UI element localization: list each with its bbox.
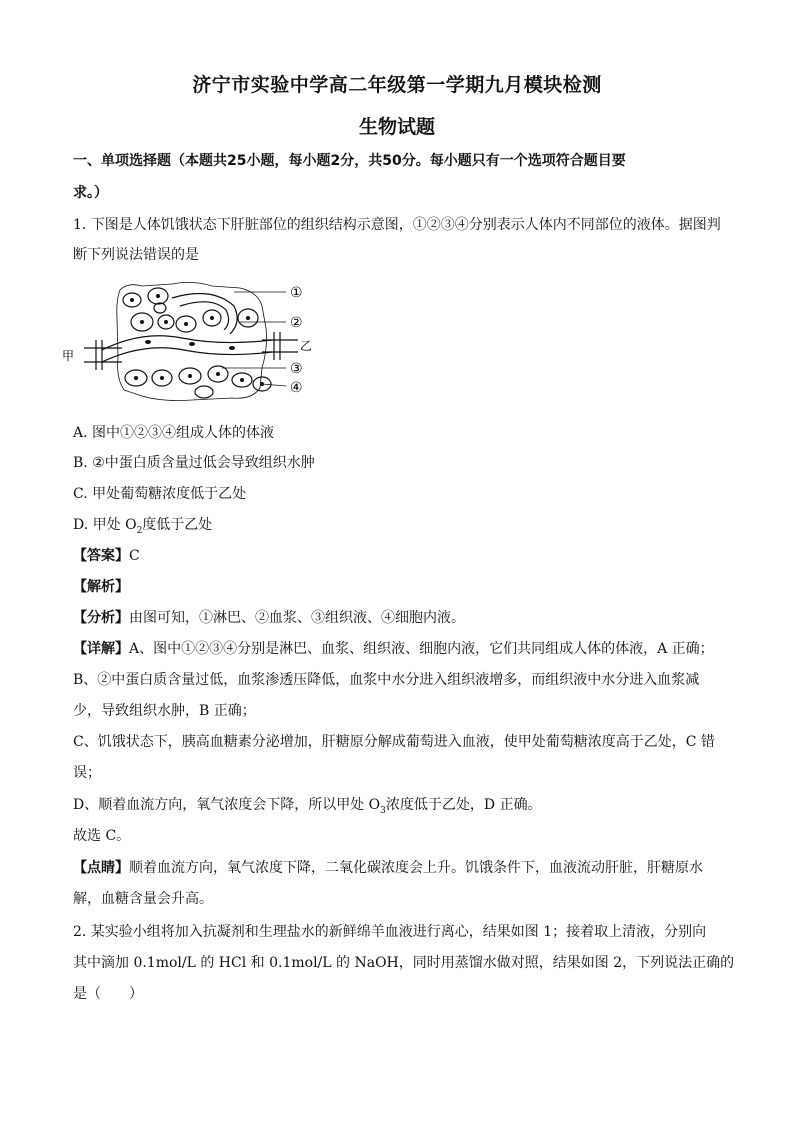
dianjing-l1 xyxy=(73,857,703,877)
option-b: B. ②中蛋白质含量过低会导致组织水肿 xyxy=(73,455,315,471)
option-d-pre: D. 甲处 O xyxy=(73,517,137,533)
xiangjie-a-text: A、图中①②③④分别是淋巴、血浆、组织液、细胞内液，它们共同组成人体的体液，A 正确； xyxy=(129,641,714,657)
option-a: A. 图中①②③④组成人体的体液 xyxy=(73,425,275,441)
question-2-stem-end: 是（ ） xyxy=(73,986,143,1002)
xiangjie-c1: C、饥饿状态下，胰高血糖素分泌增加，肝糖原分解成葡萄进入血液，使甲处葡萄糖浓度高于乙处，C 错 xyxy=(73,734,715,750)
question-2-stem: 2. 某实验小组将加入抗凝剂和生理盐水的新鲜绵羊血液进行离心，结果如图 1；接着取上清液，分别向 xyxy=(73,924,707,940)
analysis-tag xyxy=(73,576,129,596)
answer-value: C xyxy=(129,548,140,564)
label-yi: 乙 xyxy=(300,339,313,353)
document-subtitle: 生物试题 xyxy=(358,116,435,138)
option-c: C. 甲处葡萄糖浓度低于乙处 xyxy=(73,486,247,502)
xiangjie-a xyxy=(73,638,714,658)
section-heading-cont: 求。） xyxy=(73,185,108,201)
xiangjie-d-post: 浓度低于乙处，D 正确。 xyxy=(385,797,542,813)
fenxi-tag: 【分析】 xyxy=(73,610,129,626)
question-1-stem-cont: 断下列说法错误的是 xyxy=(73,247,199,263)
analysis-label: 【解析】 xyxy=(73,579,129,595)
conclusion: 故选 C。 xyxy=(73,828,131,844)
label-2: ② xyxy=(290,315,303,331)
option-d-post: 度低于乙处 xyxy=(142,517,213,533)
question-1-stem: 1. 下图是人体饥饿状态下肝脏部位的组织结构示意图，①②③④分别表示人体内不同部位的液体。据图判 xyxy=(73,217,721,233)
label-3: ③ xyxy=(290,361,303,377)
option-d xyxy=(73,514,212,536)
answer xyxy=(73,545,140,565)
xiangjie-b2: 少，导致组织水肿，B 正确； xyxy=(73,703,256,719)
xiangjie-b1: B、②中蛋白质含量过低，血浆渗透压降低，血浆中水分进入组织液增多，而组织液中水分进入血浆减 xyxy=(73,672,700,688)
answer-tag: 【答案】 xyxy=(73,548,129,564)
xiangjie-d-sub: 3 xyxy=(380,805,386,816)
xiangjie-tag: 【详解】 xyxy=(73,641,129,657)
dianjing-tag: 【点睛】 xyxy=(73,860,129,876)
section-heading: 一、单项选择题（本题共25小题，每小题2分，共50分。每小题只有一个选项符合题目要 xyxy=(73,153,626,169)
question-2-stem-cont: 其中滴加 0.1mol/L 的 HCl 和 0.1mol/L 的 NaOH，同时用蒸馏水做对照，结果如图 2，下列说法正确的 xyxy=(73,955,735,971)
option-d-sub: 2 xyxy=(136,525,143,536)
xiangjie-d xyxy=(73,794,542,816)
label-1: ① xyxy=(290,285,303,301)
dianjing-l1-text: 顺着血流方向，氧气浓度下降，二氧化碳浓度会上升。饥饿条件下，血液流动肝脏，肝糖原水 xyxy=(129,860,703,876)
fenxi-text: 由图可知，①淋巴、②血浆、③组织液、④细胞内液。 xyxy=(129,610,465,626)
liver-tissue-figure xyxy=(62,278,332,408)
xiangjie-d-pre: D、顺着血流方向，氧气浓度会下降，所以甲处 O xyxy=(73,797,381,813)
dianjing-l2: 解，血糖含量会升高。 xyxy=(73,891,213,907)
xiangjie-c2: 误； xyxy=(73,765,101,781)
label-4: ④ xyxy=(290,380,303,396)
fenxi xyxy=(73,607,465,627)
label-jia: 甲 xyxy=(62,349,75,363)
document-title: 济宁市实验中学高二年级第一学期九月模块检测 xyxy=(192,74,602,96)
